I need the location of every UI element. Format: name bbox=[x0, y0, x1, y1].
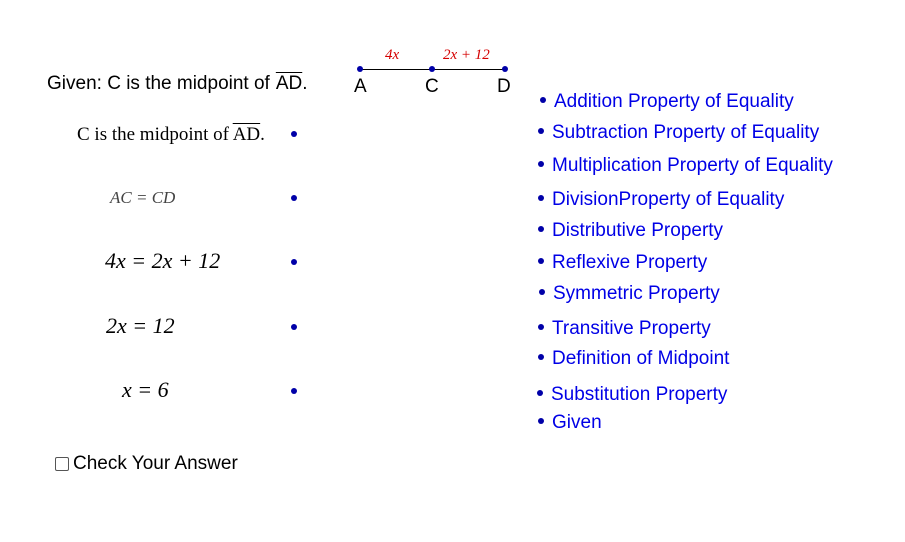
reason-target-1[interactable] bbox=[291, 131, 297, 137]
given-segment: $\overline{AD}$ bbox=[275, 73, 303, 94]
reason-addition-property[interactable]: Addition Property of Equality bbox=[540, 91, 794, 113]
bullet-icon bbox=[539, 289, 545, 295]
bullet-icon bbox=[538, 128, 544, 134]
reason-reflexive-property[interactable]: Reflexive Property bbox=[538, 252, 707, 274]
statement-3: 4x = 2x + 12 bbox=[105, 248, 221, 273]
reason-definition-of-midpoint[interactable]: Definition of Midpoint bbox=[538, 348, 729, 370]
segment-cd-length: 2x + 12 bbox=[443, 47, 490, 63]
given-text: Given: C is the midpoint of bbox=[47, 73, 270, 94]
reason-target-5[interactable] bbox=[291, 388, 297, 394]
reason-multiplication-property[interactable]: Multiplication Property of Equality bbox=[538, 155, 833, 177]
reason-distributive-property[interactable]: Distributive Property bbox=[538, 220, 723, 242]
reason-given[interactable]: Given bbox=[538, 412, 602, 434]
reason-substitution-property[interactable]: Substitution Property bbox=[537, 384, 727, 406]
statement-1 bbox=[77, 124, 265, 146]
statement-1-post: . bbox=[260, 124, 265, 145]
bullet-icon bbox=[538, 226, 544, 232]
point-c-label: C bbox=[425, 76, 439, 97]
reason-target-3[interactable] bbox=[291, 259, 297, 265]
bullet-icon bbox=[538, 258, 544, 264]
bullet-icon bbox=[540, 97, 546, 103]
bullet-icon bbox=[538, 195, 544, 201]
reason-division-property[interactable]: DivisionProperty of Equality bbox=[538, 189, 784, 211]
bullet-icon bbox=[537, 390, 543, 396]
statement-4: 2x = 12 bbox=[106, 313, 175, 338]
checkbox-icon[interactable] bbox=[55, 457, 69, 471]
point-a-label: A bbox=[354, 76, 367, 97]
statement-1-pre: C is the midpoint of bbox=[77, 124, 233, 145]
reason-transitive-property[interactable]: Transitive Property bbox=[538, 318, 711, 340]
reason-target-2[interactable] bbox=[291, 195, 297, 201]
bullet-icon bbox=[538, 418, 544, 424]
point-d[interactable] bbox=[502, 66, 508, 72]
check-answer-toggle[interactable] bbox=[55, 453, 238, 475]
statement-2: AC = CD bbox=[110, 188, 176, 207]
point-a[interactable] bbox=[357, 66, 363, 72]
given-end: . bbox=[302, 73, 308, 94]
statement-5: x = 6 bbox=[122, 377, 169, 402]
segment-ac-length: 4x bbox=[385, 47, 400, 63]
reason-subtraction-property[interactable]: Subtraction Property of Equality bbox=[538, 122, 819, 144]
bullet-icon bbox=[538, 161, 544, 167]
point-d-label: D bbox=[497, 76, 511, 97]
bullet-icon bbox=[538, 354, 544, 360]
reason-symmetric-property[interactable]: Symmetric Property bbox=[539, 283, 720, 305]
check-answer-label: Check Your Answer bbox=[73, 453, 238, 474]
given-statement bbox=[47, 73, 308, 95]
reason-target-4[interactable] bbox=[291, 324, 297, 330]
statement-1-segment: $\overline{AD}$ bbox=[232, 124, 261, 145]
bullet-icon bbox=[538, 324, 544, 330]
point-c[interactable] bbox=[429, 66, 435, 72]
